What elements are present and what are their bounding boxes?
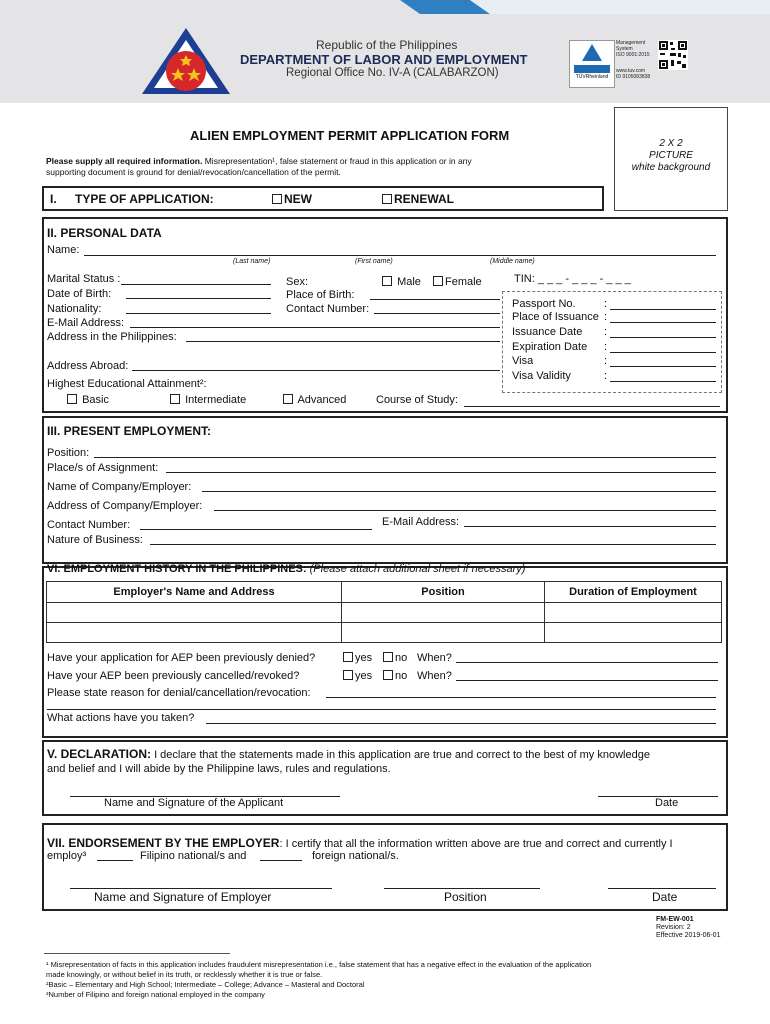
cancelled-when-label: When? bbox=[417, 670, 452, 682]
passport-field[interactable] bbox=[610, 309, 716, 310]
form-title: ALIEN EMPLOYMENT PERMIT APPLICATION FORM bbox=[190, 128, 510, 143]
history-heading-row bbox=[47, 563, 525, 575]
picture-label: PICTURE bbox=[649, 150, 693, 161]
employer-date-label: Date bbox=[652, 890, 678, 904]
form-effective: Effective 2019-06-01 bbox=[656, 932, 721, 939]
renewal-option[interactable] bbox=[382, 192, 454, 206]
employer-signature-field[interactable] bbox=[70, 888, 332, 889]
denied-when-label: When? bbox=[417, 652, 452, 664]
tuv-certified-icon bbox=[570, 41, 614, 75]
assignment-label: Place/s of Assignment: bbox=[47, 462, 159, 474]
visa-colon: : bbox=[604, 355, 608, 367]
employer-position-label: Position bbox=[444, 890, 487, 904]
cert-line1: Management bbox=[616, 40, 646, 46]
qr-code-icon bbox=[658, 40, 688, 70]
table-cell[interactable] bbox=[545, 623, 722, 643]
denied-no-label: no bbox=[395, 652, 408, 664]
cancelled-no-option[interactable] bbox=[383, 670, 407, 682]
issuance-place-colon: : bbox=[604, 311, 608, 323]
denied-yes-label: yes bbox=[355, 652, 373, 664]
email-label: E-Mail Address: bbox=[47, 317, 125, 329]
visa-validity-label: Visa Validity bbox=[512, 370, 571, 382]
advanced-checkbox[interactable] bbox=[283, 394, 293, 404]
col-employer: Employer's Name and Address bbox=[47, 582, 342, 603]
position-label: Position: bbox=[47, 447, 90, 459]
table-cell[interactable] bbox=[47, 623, 342, 643]
nature-label: Nature of Business: bbox=[47, 534, 143, 546]
declaration-heading: V. DECLARATION: bbox=[47, 747, 152, 761]
form-revision: Revision: 2 bbox=[656, 924, 691, 931]
type-roman: I. bbox=[50, 192, 57, 206]
passport-colon: : bbox=[604, 298, 608, 310]
table-cell[interactable] bbox=[342, 603, 545, 623]
visa-label: Visa bbox=[512, 355, 534, 367]
personal-heading: II. PERSONAL DATA bbox=[47, 226, 162, 240]
q-denied: Have your application for AEP been previously denied? bbox=[47, 652, 316, 664]
present-heading: III. PRESENT EMPLOYMENT: bbox=[47, 424, 212, 438]
expiration-colon: : bbox=[604, 341, 608, 353]
new-label: NEW bbox=[284, 192, 312, 206]
table-cell[interactable] bbox=[47, 603, 342, 623]
cancelled-yes-option[interactable] bbox=[343, 670, 372, 682]
intermediate-checkbox[interactable] bbox=[170, 394, 180, 404]
issuance-date-colon: : bbox=[604, 326, 608, 338]
dole-logo-icon bbox=[140, 26, 232, 96]
history-table bbox=[46, 581, 722, 643]
type-label: TYPE OF APPLICATION: bbox=[75, 192, 214, 206]
female-checkbox[interactable] bbox=[433, 276, 443, 286]
foreign-label: foreign national/s. bbox=[312, 850, 399, 862]
new-checkbox[interactable] bbox=[272, 194, 282, 204]
reason-field-2[interactable] bbox=[47, 709, 716, 710]
last-name-caption: (Last name) bbox=[233, 258, 271, 265]
advanced-label: Advanced bbox=[297, 394, 347, 406]
visa-field[interactable] bbox=[610, 366, 716, 367]
course-label: Course of Study: bbox=[376, 394, 458, 406]
cancelled-yes-label: yes bbox=[355, 670, 373, 682]
cert-line2: System bbox=[616, 46, 633, 52]
form-code: FM-EW-001 bbox=[656, 916, 694, 923]
male-option[interactable] bbox=[382, 276, 421, 288]
address-ph-field[interactable] bbox=[186, 341, 500, 342]
certification-badge bbox=[569, 40, 615, 88]
table-cell[interactable] bbox=[342, 623, 545, 643]
denied-no-checkbox[interactable] bbox=[383, 652, 393, 662]
header-regional: Regional Office No. IV-A (CALABARZON) bbox=[286, 67, 499, 79]
tin-field[interactable]: TIN: _ _ _ - _ _ _ - _ _ _ bbox=[514, 273, 631, 285]
address-abroad-field[interactable] bbox=[132, 370, 500, 371]
address-abroad-label: Address Abroad: bbox=[47, 360, 129, 372]
contact-label: Contact Number: bbox=[286, 303, 370, 315]
denied-no-option[interactable] bbox=[383, 652, 407, 664]
cert-line3: ISO 9001:2015 bbox=[616, 52, 650, 58]
company-email-field[interactable] bbox=[464, 526, 716, 527]
basic-checkbox[interactable] bbox=[67, 394, 77, 404]
col-duration: Duration of Employment bbox=[545, 582, 722, 603]
pob-label: Place of Birth: bbox=[286, 289, 355, 301]
new-option[interactable] bbox=[272, 192, 312, 206]
company-field[interactable] bbox=[202, 491, 716, 492]
cert-details bbox=[616, 40, 656, 80]
form-intro bbox=[46, 156, 472, 178]
denied-when-field[interactable] bbox=[456, 662, 718, 663]
declaration-text2: and belief and I will abide by the Philippine laws, rules and regulations. bbox=[47, 763, 391, 775]
contact-field[interactable] bbox=[374, 313, 500, 314]
name-label: Name: bbox=[47, 244, 80, 256]
dob-label: Date of Birth: bbox=[47, 288, 112, 300]
footnote-divider bbox=[44, 953, 230, 954]
basic-option[interactable] bbox=[67, 394, 109, 406]
cancelled-when-field[interactable] bbox=[456, 680, 718, 681]
employer-signature-label: Name and Signature of Employer bbox=[94, 890, 272, 904]
assignment-field[interactable] bbox=[166, 472, 716, 473]
picture-note: white background bbox=[631, 162, 711, 173]
history-note: (Please attach additional sheet if necessary) bbox=[309, 563, 526, 575]
cancelled-yes-checkbox[interactable] bbox=[343, 670, 353, 680]
picture-box bbox=[614, 107, 728, 211]
position-field[interactable] bbox=[94, 457, 716, 458]
filipino-count-field[interactable] bbox=[97, 860, 133, 861]
renewal-checkbox[interactable] bbox=[382, 194, 392, 204]
issuance-date-field[interactable] bbox=[610, 337, 716, 338]
table-row bbox=[47, 623, 722, 643]
expiration-field[interactable] bbox=[610, 352, 716, 353]
passport-label: Passport No. bbox=[512, 298, 576, 310]
cert-url: www.tuv.com bbox=[616, 68, 646, 74]
name-field[interactable] bbox=[84, 255, 716, 256]
foreign-count-field[interactable] bbox=[260, 860, 302, 861]
endorsement-text1: : I certify that all the information written above are true and correct and currently I bbox=[279, 838, 673, 850]
footnote-2: ²Basic – Elementary and High School; Intermediate – College; Advance – Masteral and Doctoral bbox=[46, 980, 365, 989]
table-row bbox=[47, 603, 722, 623]
company-label: Name of Company/Employer: bbox=[47, 481, 192, 493]
reason-field[interactable] bbox=[326, 697, 716, 698]
education-label: Highest Educational Attainment²: bbox=[47, 378, 207, 390]
female-option[interactable] bbox=[433, 276, 482, 288]
nature-field[interactable] bbox=[150, 544, 716, 545]
cert-id: ID 9105083838 bbox=[616, 74, 651, 80]
visa-validity-field[interactable] bbox=[610, 381, 716, 382]
company-contact-field[interactable] bbox=[140, 529, 372, 530]
male-label: Male bbox=[397, 276, 421, 288]
marital-field[interactable] bbox=[121, 284, 271, 285]
footnote-1a: ¹ Misrepresentation of facts in this application includes fraudulent misrepresentation i.e., false statement that has a negative effect in the evaluation of the application bbox=[46, 960, 592, 969]
cancelled-no-checkbox[interactable] bbox=[383, 670, 393, 680]
address-ph-label: Address in the Philippines: bbox=[47, 331, 177, 343]
intro-rest: Misrepresentation¹, false statement or fraud in this application or in any bbox=[202, 156, 472, 166]
denied-yes-checkbox[interactable] bbox=[343, 652, 353, 662]
intermediate-option[interactable] bbox=[170, 394, 246, 406]
footnote-3: ³Number of Filipino and foreign national employed in the company bbox=[46, 990, 265, 999]
header-republic: Republic of the Philippines bbox=[316, 38, 458, 52]
cert-brand: TÜVRheinland bbox=[575, 74, 609, 80]
email-field[interactable] bbox=[130, 327, 500, 328]
q-cancelled: Have your AEP been previously cancelled/revoked? bbox=[47, 670, 300, 682]
filipino-label: Filipino national/s and bbox=[140, 850, 247, 862]
intro-line2: supporting document is ground for denial/revocation/cancellation of the permit. bbox=[46, 167, 341, 177]
header-department: DEPARTMENT OF LABOR AND EMPLOYMENT bbox=[240, 52, 528, 67]
company-email-label: E-Mail Address: bbox=[382, 516, 460, 528]
company-address-field[interactable] bbox=[214, 510, 716, 511]
history-heading: VI. EMPLOYMENT HISTORY IN THE PHILIPPINES: bbox=[47, 563, 307, 575]
reason-label: Please state reason for denial/cancellation/revocation: bbox=[47, 687, 311, 699]
declaration-text bbox=[47, 747, 723, 776]
table-cell[interactable] bbox=[545, 603, 722, 623]
applicant-signature-label: Name and Signature of the Applicant bbox=[104, 797, 284, 809]
intro-bold: Please supply all required information. bbox=[46, 156, 203, 166]
course-field[interactable] bbox=[464, 406, 720, 407]
endorsement-line1 bbox=[47, 836, 673, 850]
company-contact-label: Contact Number: bbox=[47, 519, 131, 531]
employ-label: employ³ bbox=[47, 850, 87, 862]
actions-label: What actions have you taken? bbox=[47, 712, 195, 724]
issuance-date-label: Issuance Date bbox=[512, 326, 583, 338]
footnote-1b: made knowingly, or without belief in its truth, or recklessly whether it is true or false. bbox=[46, 970, 323, 979]
employer-position-field[interactable] bbox=[384, 888, 540, 889]
basic-label: Basic bbox=[82, 394, 109, 406]
sex-label: Sex: bbox=[286, 276, 309, 288]
declaration-text1: I declare that the statements made in this application are true and correct to the best of my knowledge bbox=[151, 749, 650, 761]
middle-name-caption: (Middle name) bbox=[490, 258, 535, 265]
marital-label: Marital Status : bbox=[47, 273, 121, 285]
dob-field[interactable] bbox=[126, 298, 271, 299]
nationality-field[interactable] bbox=[126, 313, 271, 314]
issuance-place-label: Place of Issuance bbox=[512, 311, 599, 323]
endorsement-heading: VII. ENDORSEMENT BY THE EMPLOYER bbox=[47, 836, 280, 850]
female-label: Female bbox=[445, 276, 482, 288]
footnotes bbox=[46, 960, 736, 1000]
applicant-date-label: Date bbox=[655, 797, 679, 809]
company-address-label: Address of Company/Employer: bbox=[47, 500, 203, 512]
expiration-label: Expiration Date bbox=[512, 341, 588, 353]
denied-yes-option[interactable] bbox=[343, 652, 372, 664]
first-name-caption: (First name) bbox=[355, 258, 393, 265]
cancelled-no-label: no bbox=[395, 670, 408, 682]
pob-field[interactable] bbox=[370, 299, 500, 300]
employer-date-field[interactable] bbox=[608, 888, 716, 889]
male-checkbox[interactable] bbox=[382, 276, 392, 286]
actions-field[interactable] bbox=[206, 723, 716, 724]
col-position: Position bbox=[342, 582, 545, 603]
intermediate-label: Intermediate bbox=[185, 394, 247, 406]
advanced-option[interactable] bbox=[283, 394, 346, 406]
visa-validity-colon: : bbox=[604, 370, 608, 382]
issuance-place-field[interactable] bbox=[610, 322, 716, 323]
picture-size: 2 X 2 bbox=[659, 138, 683, 149]
renewal-label: RENEWAL bbox=[394, 192, 454, 206]
form-code-block bbox=[656, 916, 720, 940]
nationality-label: Nationality: bbox=[47, 303, 102, 315]
